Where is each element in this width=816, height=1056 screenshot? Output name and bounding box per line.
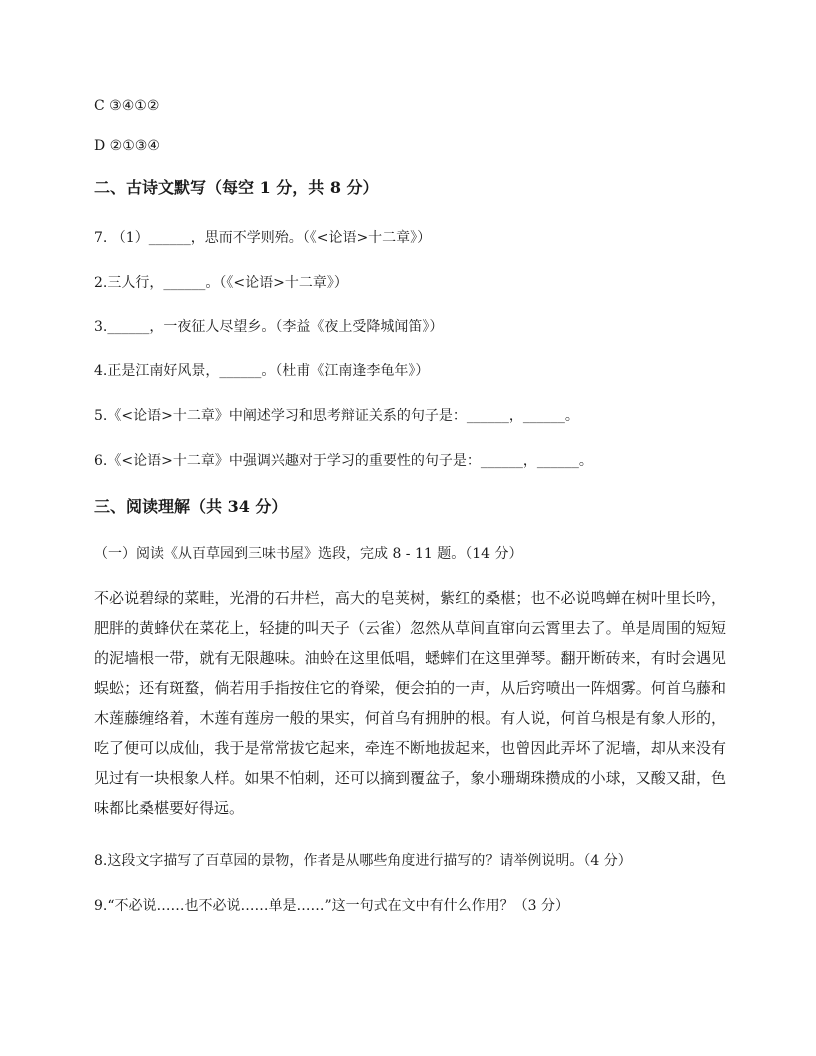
reading-passage: 不必说碧绿的菜畦，光滑的石井栏，高大的皂荚树，紫红的桑椹；也不必说鸣蝉在树叶里长吟，肥胖的黄蜂伏在菜花上，轻捷的叫天子（云雀）忽然从草间直窜向云霄里去了。单是周围的短短的泥墙根一带，就有无限趣味。油蛉在这里低唱，蟋蟀们在这里弹琴。翻开断砖来，有时会遇见蜈蚣；还有斑蝥，倘若用手指按住它的脊梁，便会拍的一声，从后窍喷出一阵烟雾。何首乌藤和木莲藤缠络着，木莲有莲房一般的果实，何首乌有拥肿的根。有人说，何首乌根是有象人形的，吃了便可以成仙，我于是常常拔它起来，牵连不断地拔起来，也曾因此弄坏了泥墙，却从来没有见过有一块根象人样。如果不怕刺，还可以摘到覆盆子，象小珊瑚珠攒成的小球，又酸又甜，色味都比桑椹要好得远。: [94, 589, 726, 817]
option-c: C ③④①②: [94, 98, 160, 114]
question-3: 3.______，一夜征人尽望乡。（李益《夜上受降城闻笛》）: [94, 319, 444, 335]
subsection-1-heading: （一）阅读《从百草园到三味书屋》选段，完成 8 - 11 题。（14 分）: [94, 546, 523, 562]
option-d: D ②①③④: [94, 138, 160, 154]
section-2-heading: 二、古诗文默写（每空 1 分，共 8 分）: [94, 178, 379, 197]
question-5: 5.《<论语>十二章》中阐述学习和思考辩证关系的句子是：______，______。: [94, 408, 579, 424]
question-4: 4.正是江南好风景，______。（杜甫《江南逢李龟年》）: [94, 363, 430, 379]
section-3-heading: 三、阅读理解（共 34 分）: [94, 497, 288, 516]
question-6: 6.《<论语>十二章》中强调兴趣对于学习的重要性的句子是：______，______。: [94, 453, 593, 469]
question-8: 8.这段文字描写了百草园的景物，作者是从哪些角度进行描写的？请举例说明。（4 分）: [94, 853, 632, 869]
question-9: 9.“不必说……也不必说……单是……”这一句式在文中有什么作用？（3 分）: [94, 898, 570, 914]
question-2: 2.三人行，______。（《<论语>十二章》）: [94, 275, 348, 291]
question-7: 7. （1）______，思而不学则殆。（《<论语>十二章》）: [94, 230, 432, 246]
